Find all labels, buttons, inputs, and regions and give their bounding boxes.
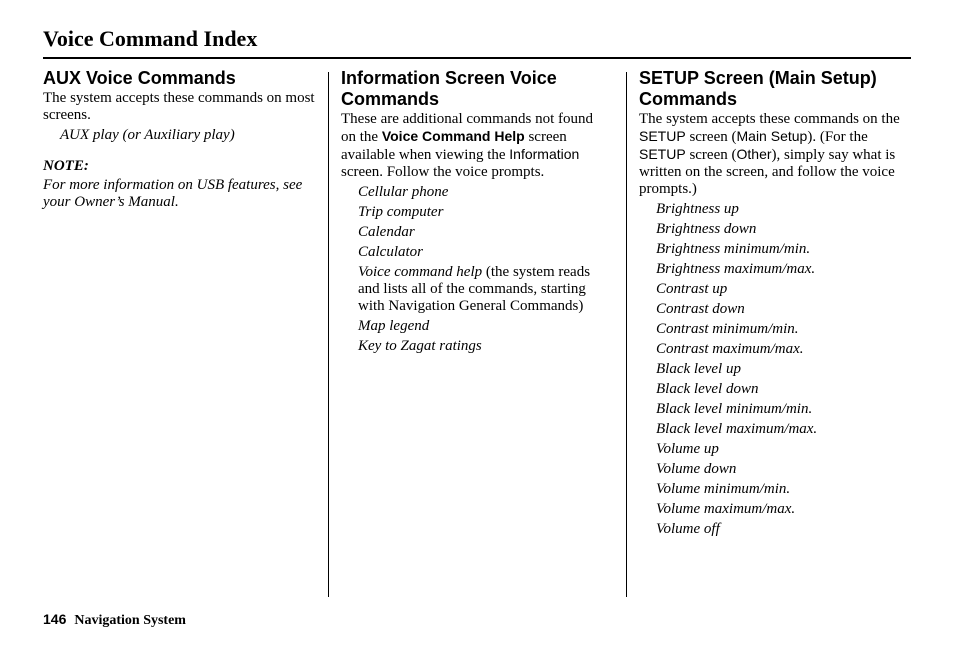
list-item: [639, 461, 911, 478]
info-intro-text-3: screen. Follow the voice prompts.: [341, 164, 545, 180]
list-item: [639, 401, 911, 418]
info-intro-text-1: These are additional commands not found on the: [341, 111, 594, 145]
command-text: Calculator: [358, 244, 424, 260]
command-text: Black level up: [656, 361, 741, 377]
list-item: [639, 221, 911, 238]
command-text: Black level minimum/min.: [656, 401, 813, 417]
note-label: NOTE:: [43, 158, 89, 174]
page-footer: [43, 611, 186, 629]
setup-heading: SETUP Screen (Main Setup) Commands: [639, 68, 877, 109]
setup-intro-text-5: ), simply say what is written on the screen, and follow the voice prompts.): [639, 147, 896, 197]
setup-command-list: [639, 201, 911, 538]
command-text: Map legend: [358, 318, 430, 334]
list-item: [639, 301, 911, 318]
setup-term: SETUP: [639, 128, 686, 144]
title-rule: [43, 57, 911, 59]
command-text: Volume off: [656, 521, 720, 537]
main-setup-term: Main Setup: [736, 128, 808, 144]
command-text: Volume maximum/max.: [656, 501, 796, 517]
list-item: [639, 321, 911, 338]
aux-heading: AUX Voice Commands: [43, 68, 236, 88]
note-text: For more information on USB features, see your Owner’s Manual.: [43, 177, 303, 210]
list-item: [639, 421, 911, 438]
footer-label: Navigation System: [74, 613, 186, 628]
setup-term: SETUP: [639, 146, 686, 162]
list-item: [639, 341, 911, 358]
page-number: 146: [43, 611, 67, 627]
command-text: Volume up: [656, 441, 719, 457]
other-term: Other: [736, 146, 772, 162]
command-text: Black level maximum/max.: [656, 421, 818, 437]
info-heading: Information Screen Voice Commands: [341, 68, 557, 109]
command-text: Brightness down: [656, 221, 757, 237]
command-text: Calendar: [358, 224, 415, 240]
setup-intro-text-3: ). (For the: [807, 129, 868, 145]
list-item: [341, 184, 611, 201]
setup-section: [639, 68, 911, 538]
list-item: [639, 521, 911, 538]
command-text: Contrast maximum/max.: [656, 341, 804, 357]
command-text: Contrast down: [656, 301, 745, 317]
command-text: Trip computer: [358, 204, 444, 220]
list-item: [639, 261, 911, 278]
list-item: [639, 361, 911, 378]
list-item: [639, 481, 911, 498]
command-text: Contrast minimum/min.: [656, 321, 799, 337]
column-divider-1: [328, 72, 329, 597]
aux-section: [43, 68, 315, 211]
list-item: [341, 244, 611, 261]
command-text: Volume minimum/min.: [656, 481, 791, 497]
command-text: Cellular phone: [358, 184, 449, 200]
column-divider-2: [626, 72, 627, 597]
command-text: Brightness minimum/min.: [656, 241, 811, 257]
setup-intro-text-4: screen (: [685, 147, 737, 163]
voice-command-help-term: Voice Command Help: [381, 128, 525, 144]
voice-help-note: (the system reads and lists all of the commands, starting with Navigation General Commands): [358, 264, 591, 314]
list-item: [639, 381, 911, 398]
aux-intro: The system accepts these commands on most screens.: [43, 90, 315, 123]
command-text: Brightness maximum/max.: [656, 261, 816, 277]
command-text: Voice command help: [358, 264, 483, 280]
list-item: [639, 281, 911, 298]
list-item: [341, 204, 611, 221]
page-title: Voice Command Index: [43, 26, 258, 51]
command-text: Key to Zagat ratings: [358, 338, 482, 354]
setup-intro-text-2: screen (: [685, 129, 737, 145]
list-item: [639, 501, 911, 518]
list-item: [341, 224, 611, 241]
command-text: Black level down: [656, 381, 759, 397]
list-item: [341, 338, 611, 355]
info-command-list: [341, 184, 611, 355]
list-item: [639, 201, 911, 218]
command-text: Brightness up: [656, 201, 739, 217]
list-item: [341, 264, 611, 315]
information-term: Information: [509, 146, 580, 162]
aux-command: AUX play (or Auxiliary play): [60, 127, 235, 143]
command-text: Volume down: [656, 461, 737, 477]
list-item: [341, 318, 611, 335]
list-item: [639, 441, 911, 458]
command-text: Contrast up: [656, 281, 728, 297]
info-intro-text-2: screen available when viewing the: [341, 129, 567, 163]
info-intro: [341, 111, 611, 181]
info-section: [341, 68, 611, 355]
setup-intro: [639, 111, 911, 198]
setup-intro-text-1: The system accepts these commands on the: [639, 111, 900, 127]
list-item: [639, 241, 911, 258]
